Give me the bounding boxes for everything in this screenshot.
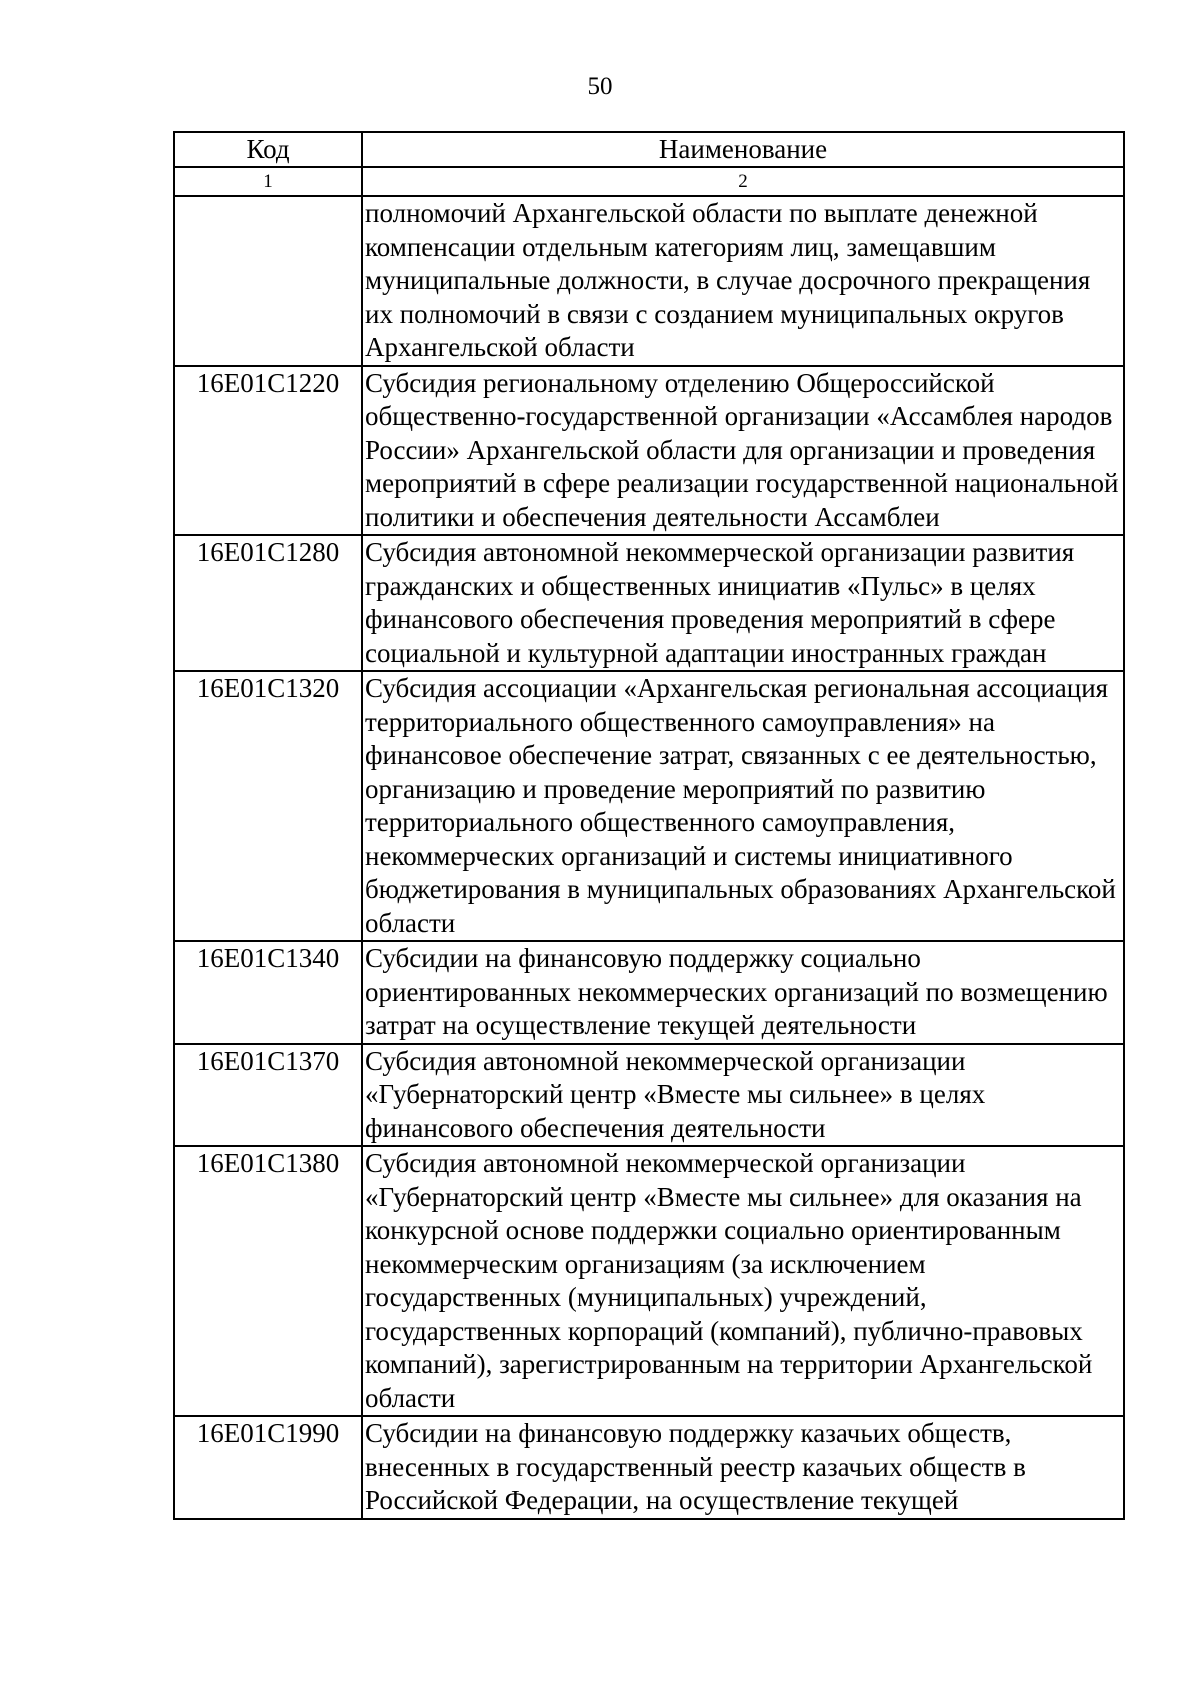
row-code: 16Е01С1220 [174,366,362,536]
row-code: 16Е01С1990 [174,1416,362,1519]
row-name: Субсидия автономной некоммерческой организации «Губернаторский центр «Вместе мы сильнее» для оказания на конкурсной основе поддержки социально ориентированным некоммерческим организациям (за исключением государственных (муниципальных) учреждений, государственных корпораций (компаний), публично-правовых компаний), зарегистрированным на территории Архангельской области [362,1146,1124,1416]
row-name: Субсидии на финансовую поддержку социально ориентированных некоммерческих организаций по возмещению затрат на осуществление текущей деятельности [362,941,1124,1044]
table-row [174,366,1124,536]
table-row [174,535,1124,671]
row-code [174,196,362,366]
row-name: Субсидия автономной некоммерческой организации развития гражданских и общественных инициатив «Пульс» в целях финансового обеспечения проведения мероприятий в сфере социальной и культурной адаптации иностранных граждан [362,535,1124,671]
table-row [174,1044,1124,1147]
table-header-row [174,132,1124,167]
row-code: 16Е01С1280 [174,535,362,671]
table-row [174,941,1124,1044]
column-number-name: 2 [362,167,1124,196]
row-name: Субсидия автономной некоммерческой организации «Губернаторский центр «Вместе мы сильнее» в целях финансового обеспечения деятельности [362,1044,1124,1147]
header-code: Код [174,132,362,167]
table-row [174,1416,1124,1519]
row-name: полномочий Архангельской области по выплате денежной компенсации отдельным категориям лиц, замещавшим муниципальные должности, в случае досрочного прекращения их полномочий в связи с созданием муниципальных округов Архангельской области [362,196,1124,366]
classification-table [173,131,1125,1520]
row-name: Субсидия ассоциации «Архангельская региональная ассоциация территориального общественного самоуправления» на финансовое обеспечение затрат, связанных с ее деятельностью, организацию и проведение мероприятий по развитию территориального общественного самоуправления, некоммерческих организаций и системы инициативного бюджетирования в муниципальных образованиях Архангельской области [362,671,1124,941]
row-code: 16Е01С1370 [174,1044,362,1147]
header-name: Наименование [362,132,1124,167]
row-name: Субсидии на финансовую поддержку казачьих обществ, внесенных в государственный реестр казачьих обществ в Российской Федерации, на осуществление текущей [362,1416,1124,1519]
table-row [174,196,1124,366]
page-number: 50 [587,73,613,100]
row-name: Субсидия региональному отделению Общероссийской общественно-государственной организации «Ассамблея народов России» Архангельской области для организации и проведения мероприятий в сфере реализации государственной национальной политики и обеспечения деятельности Ассамблеи [362,366,1124,536]
table-row [174,671,1124,941]
column-number-code: 1 [174,167,362,196]
table-row [174,1146,1124,1416]
column-number-row [174,167,1124,196]
row-code: 16Е01С1340 [174,941,362,1044]
row-code: 16Е01С1380 [174,1146,362,1416]
row-code: 16Е01С1320 [174,671,362,941]
